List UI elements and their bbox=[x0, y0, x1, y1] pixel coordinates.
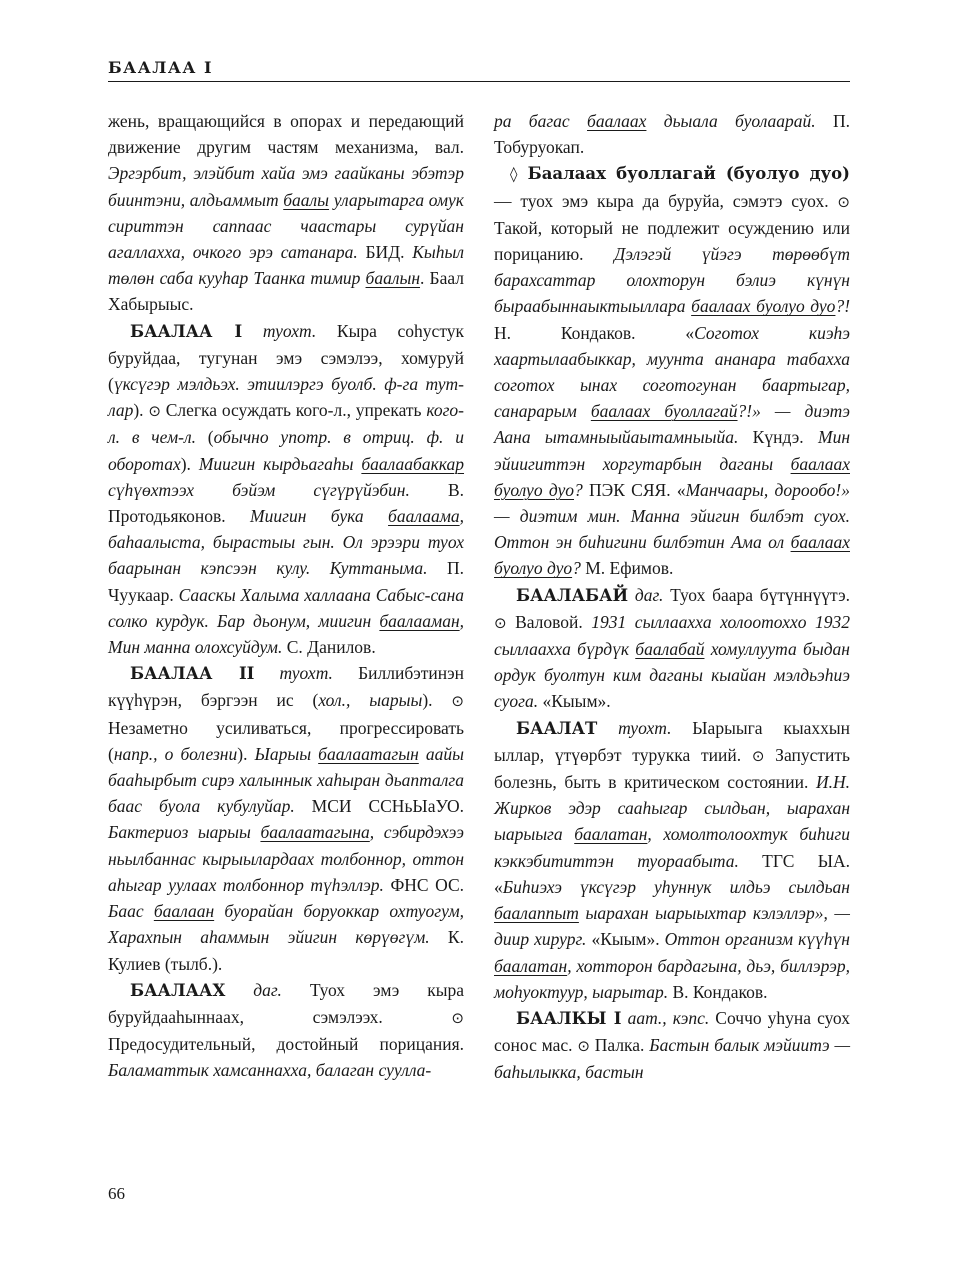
entry-baalabai bbox=[494, 582, 850, 715]
running-header: БААЛАА I bbox=[108, 58, 213, 77]
cited-form: баалаатагын bbox=[318, 743, 419, 764]
text-run: П. Чуукаар. bbox=[108, 558, 464, 605]
italic-text: кого-л. в чем-л. bbox=[108, 400, 465, 448]
marker-icon: ⊙ bbox=[577, 1037, 590, 1056]
italic-text: дьыала буолаарай. bbox=[646, 111, 816, 131]
italic-text: ? bbox=[572, 558, 581, 579]
text-run: ). bbox=[133, 400, 149, 421]
text-run: Соччо уһуна суох сонос мас. bbox=[494, 1007, 850, 1056]
text-run: . Баал Хабырыыс. bbox=[108, 268, 464, 315]
header-rule bbox=[108, 81, 850, 82]
italic-text: , сэбирдэхээ ньылбаннас кырыылардаах толбоннор, оттон аһыгар уулаах толбоннор түһэллэр. bbox=[108, 822, 464, 895]
text-run: Н. Кондаков. « bbox=[494, 322, 695, 343]
text-run: ТГС ЫА. « bbox=[494, 850, 850, 897]
text-run: Предосудительный, достойный порицания. bbox=[108, 1034, 464, 1055]
left-column bbox=[108, 108, 464, 1084]
text-run: МСИ ССНьЫаУО. bbox=[294, 796, 464, 817]
headword: БААЛКЫ I bbox=[516, 1008, 622, 1028]
entry-baalaa-1 bbox=[108, 318, 464, 661]
text-run: Слегка осуждать кого-л., упрекать bbox=[160, 400, 427, 421]
text-run: М. Ефимов. bbox=[580, 558, 674, 579]
italic-text: ыарахан ыарыыхтар кэлэллэр», — диир хирург. bbox=[494, 903, 850, 950]
cited-form: баалабай bbox=[635, 639, 705, 660]
marker-icon: ⊙ bbox=[494, 613, 507, 632]
italic-text: буорайан боруоккар охтуогум, Харахпын аһаммын эйигин көрүөгүм. bbox=[108, 901, 464, 948]
italic-text: И.Н. Жирков эдэр сааһыгар сылдьан, ыарахан ыарыыга bbox=[494, 772, 850, 845]
italic-text: Оттон организм күүһүн bbox=[664, 929, 850, 950]
headword: БААЛААХ bbox=[130, 980, 226, 1000]
cited-form: баалын bbox=[365, 268, 421, 289]
italic-text: Бастын балык мэйиитэ — баһылыкка, бастын bbox=[494, 1035, 851, 1083]
marker-icon: ⊙ bbox=[751, 746, 765, 765]
text-run: Күндэ. bbox=[738, 427, 818, 448]
text-run: Туох баара бүтүннүүтэ. bbox=[663, 584, 850, 605]
italic-text: хомуллуута быдан ордук буолтун ким даганы кыайан мэлдьэһиэ суога. bbox=[494, 639, 850, 712]
italic-text: Бактериоз ыарыы bbox=[108, 822, 261, 843]
text-run: В. Протодьяконов. bbox=[108, 479, 464, 527]
italic-text: уларытарга омук сириттэн саппаас чаастары сурүйан агаллахха, очкогo эрэ сатанара. bbox=[108, 189, 464, 263]
headword: БААЛАТ bbox=[516, 718, 598, 738]
text-run: ). bbox=[180, 453, 199, 474]
text-run: Валовой. bbox=[506, 611, 592, 632]
cited-form: баалаах буолуо дуо bbox=[691, 296, 836, 317]
text-run: Незаметно усиливаться, прогрессировать ( bbox=[108, 717, 464, 764]
text-run: В. Кондаков. bbox=[668, 981, 768, 1002]
italic-text: туохт. bbox=[597, 717, 672, 738]
italic-text: ра багас bbox=[494, 111, 588, 131]
cited-form: баалатан bbox=[574, 824, 648, 845]
italic-text: Ыарыы bbox=[254, 743, 319, 764]
italic-text: ? bbox=[574, 479, 583, 500]
italic-text: Миигин бука bbox=[250, 506, 389, 527]
text-run: «Кыым». bbox=[586, 929, 665, 950]
text-run: ). bbox=[237, 743, 255, 764]
entry-baalaakh bbox=[108, 977, 464, 1084]
cited-form: баалы bbox=[283, 189, 330, 210]
italic-text: ?!» — диэтэ Аана ытамныыйаытамныыйа. bbox=[494, 401, 850, 448]
text-run: С. Данилов. bbox=[282, 637, 376, 658]
italic-text: аат., кэпс. bbox=[621, 1007, 710, 1028]
cited-form: баалатан bbox=[494, 955, 568, 976]
page-number: 66 bbox=[108, 1184, 125, 1203]
text-run: Ыарыыга кыаххын ыллар, үтүөрбэт турукка тиий. bbox=[494, 717, 850, 765]
text-run: БИД. bbox=[357, 242, 413, 263]
cited-form: баалаппыт bbox=[494, 903, 579, 924]
text-run: ( bbox=[195, 427, 214, 448]
italic-text: Биһиэхэ үксүгэр уһуннук илдьэ сылдьан bbox=[502, 876, 850, 897]
italic-text: Баас bbox=[108, 901, 154, 922]
italic-text: даг. bbox=[628, 584, 664, 605]
italic-text: даг. bbox=[225, 979, 282, 1000]
cited-form: баалаах буоллагай bbox=[590, 401, 738, 422]
italic-text: , Мин манна олохсуйдум. bbox=[108, 610, 464, 658]
italic-text: Миигин кырдьагаһы bbox=[198, 453, 362, 474]
marker-icon: ⊙ bbox=[837, 192, 850, 211]
text-run: ПЭК СЯЯ. « bbox=[582, 479, 686, 500]
text-run: П. Тобуруокап. bbox=[494, 111, 851, 158]
italic-text: хол., ыарыы bbox=[318, 690, 423, 711]
text-run: Запустить болезнь, быть в критическом состоянии. bbox=[494, 744, 851, 793]
cited-form: баалааман bbox=[379, 610, 460, 631]
italic-text: Баламаттык хамсаннахха, балаган суулла- bbox=[108, 1060, 432, 1081]
cited-form: баалаах bbox=[587, 111, 647, 131]
italic-text: 1931 сыллааххa холоотохxo 1932 сыллааххa бүрдүк bbox=[494, 611, 850, 660]
headword: БААЛАА II bbox=[130, 664, 255, 684]
italic-text: , баһаалыста, бырастыы гын. Ол эрээри туох баарынан кэпсээн кулу. Куттаныма. bbox=[108, 506, 464, 579]
italic-text: , хотторон бардагына, дьэ, биллэрэр, моһуоктуур, ыарытар. bbox=[494, 955, 850, 1002]
italic-text: аайы бааһырбыт сирэ халыннык хаһыран дьапталга баас буола кубулуйар. bbox=[108, 743, 465, 817]
cited-form: баалаах буолуо дуо bbox=[494, 453, 850, 500]
text-run: Биллибэтинэн күүһүрэн, бэргээн ис ( bbox=[108, 663, 464, 711]
text-run: жень, вращающийся в опорах и передающий движение другим частям механизма, вал. bbox=[108, 111, 464, 158]
italic-text: Сааскы Халыма халлаана Сабыс-сана солко курдук. Бар дьонум, миигин bbox=[108, 584, 464, 631]
right-column bbox=[494, 108, 850, 1086]
cited-form: баалаан bbox=[153, 901, 215, 922]
entry-baalaa-2 bbox=[108, 660, 464, 976]
italic-text: Кыһыл төлөн саба кууһар Таанка тимир bbox=[108, 242, 465, 289]
marker-icon: ◊ bbox=[510, 165, 518, 184]
italic-text: туохт. bbox=[254, 663, 333, 684]
text-run: ФНС ОС. bbox=[383, 874, 464, 895]
text-run: Такой, который не подлежит осуждению или порицанию. bbox=[494, 217, 850, 265]
text-run: Палка. bbox=[589, 1035, 650, 1056]
cited-form: баалаама bbox=[388, 506, 460, 527]
italic-text: напр., о болезни bbox=[113, 743, 238, 764]
cited-form: баалаабаккар bbox=[361, 453, 465, 474]
headword: БААЛАБАЙ bbox=[516, 585, 629, 605]
italic-text: Мин эйиигиттэн хоргутарбын даганы bbox=[494, 427, 851, 474]
headword: БААЛАА I bbox=[130, 321, 243, 341]
idiom-baalaakh-buollagai bbox=[494, 160, 850, 581]
italic-text: ?! bbox=[835, 296, 851, 317]
cited-form: баалаатагына bbox=[260, 822, 370, 843]
italic-text: сүһүөхтээх бэйэм сүгүрүйэбин. bbox=[108, 479, 410, 500]
italic-text: Манчаары, дорообо!» — диэтим мин. Манна эйигин билбэт суох. Оттон эн биһигини билбэтин Ама ол bbox=[494, 479, 850, 553]
italic-text: Эргэрбит, элэйбит хайа эмэ гаайканы эбэтэр биинтэни, алдьаммыт bbox=[108, 163, 464, 210]
italic-text: обычно употр. в отриц. ф. и оборотах bbox=[108, 427, 464, 474]
cited-form: баалаах буолуо дуо bbox=[494, 532, 850, 579]
entry-continuation bbox=[108, 108, 464, 318]
italic-text: үксүгэр мэлдьэх. этиилэргэ буолб. ф-га тут-лар bbox=[108, 374, 464, 421]
italic-text: , хомолтолоохтук биһиги кэккэбититтэн туораабыта. bbox=[494, 824, 850, 871]
text-run: «Кыым». bbox=[538, 691, 611, 712]
text-run: К. Кулиев (тылб.). bbox=[108, 927, 464, 974]
italic-text: Соготох киэһэ хаартылаабыккар, муунта ананара табахха соготох ынах соготогунан баартыгар, санарарым bbox=[494, 322, 851, 422]
italic-text: туохт. bbox=[242, 320, 317, 341]
marker-icon: ⊙ bbox=[451, 692, 464, 711]
italic-text: Дэлэгэй үйэгэ төрөөбүт барахсаттар олохторун бэлиэ күнүн быраабыннаыктыыллара bbox=[494, 244, 850, 317]
text-run: — туох эмэ кыра да буруйа, сэмэтэ суох. bbox=[494, 190, 838, 211]
text-run: Кыра соһустук буруйдаа, тугунан эмэ сэмэлээ, хомуруй ( bbox=[108, 320, 464, 395]
marker-icon: ⊙ bbox=[451, 1008, 464, 1027]
text-run: Туох эмэ кыра буруйдааһыннаах, сэмэлээх. bbox=[108, 979, 464, 1027]
entry-baalaakh-continuation bbox=[494, 108, 850, 160]
text-run: ). bbox=[422, 690, 452, 711]
entry-baalat bbox=[494, 715, 850, 1005]
headword: Баалаах буоллагай (буолуо дуо) bbox=[517, 164, 850, 184]
entry-baalky-1 bbox=[494, 1005, 850, 1086]
marker-icon: ⊙ bbox=[148, 402, 161, 421]
